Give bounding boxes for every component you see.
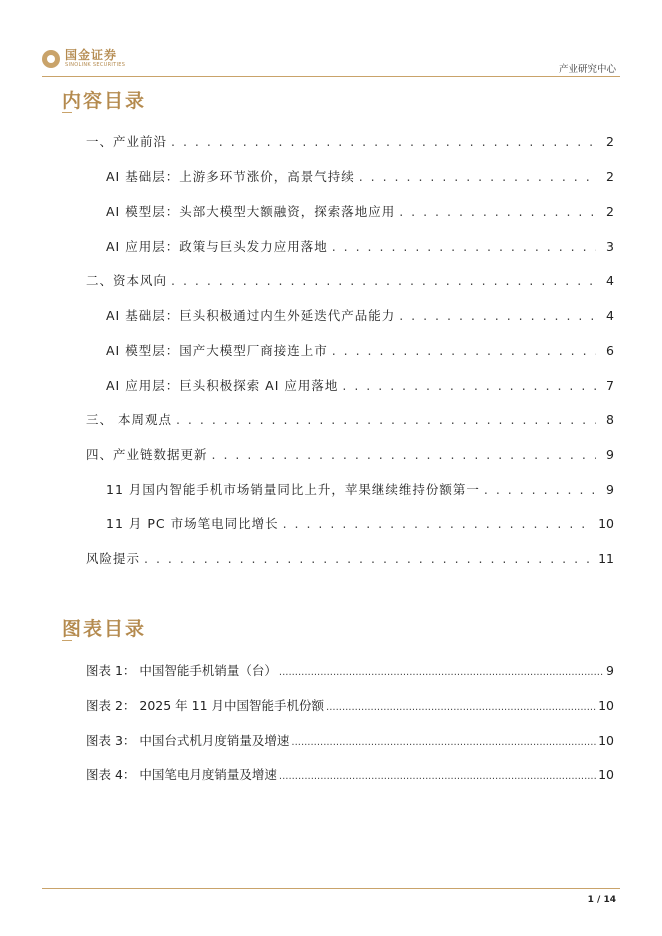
toc-item-page: 2 bbox=[606, 169, 614, 184]
toc-dot-leader bbox=[359, 169, 596, 184]
figure-list-item-4[interactable] bbox=[86, 765, 614, 783]
toc-dot-leader bbox=[176, 412, 596, 427]
toc-item-page: 2 bbox=[606, 134, 614, 149]
department-label: 产业研究中心 bbox=[558, 64, 616, 75]
toc-item-7[interactable] bbox=[106, 341, 614, 359]
figure-list-item-2[interactable] bbox=[86, 696, 614, 714]
toc-item-label: 二、资本风向 bbox=[86, 273, 168, 288]
toc-dot-leader bbox=[332, 239, 596, 254]
toc-item-2[interactable] bbox=[106, 167, 614, 185]
figures-title: 图表目录 bbox=[62, 618, 147, 640]
toc-dot-leader bbox=[332, 343, 596, 358]
header-divider bbox=[42, 76, 620, 77]
toc-dot-leader bbox=[484, 482, 596, 497]
toc-item-page: 7 bbox=[606, 378, 614, 393]
toc-item-label: 风险提示 bbox=[86, 551, 141, 566]
toc-item-page: 4 bbox=[606, 308, 614, 323]
toc-item-label: 一、产业前沿 bbox=[86, 134, 168, 149]
toc-item-label: 四、产业链数据更新 bbox=[86, 447, 208, 462]
figure-list-item-3[interactable] bbox=[86, 731, 614, 749]
toc-item-13[interactable] bbox=[86, 549, 614, 567]
figure-item-page: 10 bbox=[598, 767, 614, 782]
toc-item-label: 三、 本周观点 bbox=[86, 412, 172, 427]
figure-item-label: 图表 2： 2025 年 11 月中国智能手机份额 bbox=[86, 698, 325, 713]
toc-dot-leader bbox=[144, 551, 594, 566]
toc-dot-leader bbox=[399, 308, 596, 323]
toc-item-10[interactable] bbox=[86, 445, 614, 463]
toc-item-1[interactable] bbox=[86, 132, 614, 150]
toc-item-3[interactable] bbox=[106, 202, 614, 220]
toc-item-page: 8 bbox=[606, 412, 614, 427]
toc-item-page: 4 bbox=[606, 273, 614, 288]
toc-item-label: AI 基础层：巨头积极通过内生外延迭代产品能力 bbox=[106, 308, 396, 323]
toc-dot-leader bbox=[171, 134, 596, 149]
toc-dot-leader bbox=[283, 516, 595, 531]
toc-item-label: AI 应用层：巨头积极探索 AI 应用落地 bbox=[106, 378, 339, 393]
toc-item-8[interactable] bbox=[106, 376, 614, 394]
toc-item-page: 9 bbox=[606, 482, 614, 497]
toc-item-label: 11 月 PC 市场笔电同比增长 bbox=[106, 516, 279, 531]
toc-dot-leader bbox=[342, 378, 596, 393]
figure-dot-leader bbox=[279, 771, 596, 782]
toc-item-label: 11 月国内智能手机市场销量同比上升，苹果继续维持份额第一 bbox=[106, 482, 480, 497]
toc-item-12[interactable] bbox=[106, 514, 614, 532]
contents-title: 内容目录 bbox=[62, 90, 147, 112]
contents-title-rule bbox=[62, 112, 72, 113]
toc-dot-leader bbox=[399, 204, 596, 219]
figure-item-label: 图表 4： 中国笔电月度销量及增速 bbox=[86, 767, 277, 782]
figure-item-label: 图表 1： 中国智能手机销量（台） bbox=[86, 663, 277, 678]
toc-item-5[interactable] bbox=[86, 271, 614, 289]
toc-item-4[interactable] bbox=[106, 237, 614, 255]
figure-dot-leader bbox=[326, 702, 596, 713]
toc-item-page: 6 bbox=[606, 343, 614, 358]
toc-item-9[interactable] bbox=[86, 410, 614, 428]
toc-item-page: 3 bbox=[606, 239, 614, 254]
toc-item-page: 9 bbox=[606, 447, 614, 462]
figure-dot-leader bbox=[279, 667, 604, 678]
toc-item-label: AI 模型层：头部大模型大额融资，探索落地应用 bbox=[106, 204, 396, 219]
logo-chinese-name: 国金证券 bbox=[65, 48, 118, 62]
toc-item-page: 2 bbox=[606, 204, 614, 219]
figure-item-page: 9 bbox=[606, 663, 614, 678]
company-logo bbox=[42, 49, 125, 68]
figure-item-page: 10 bbox=[598, 698, 614, 713]
toc-item-6[interactable] bbox=[106, 306, 614, 324]
toc-item-label: AI 模型层：国产大模型厂商接连上市 bbox=[106, 343, 328, 358]
toc-dot-leader bbox=[171, 273, 596, 288]
figure-list-item-1[interactable] bbox=[86, 661, 614, 679]
page-header bbox=[0, 0, 662, 80]
toc-item-11[interactable] bbox=[106, 480, 614, 498]
figure-item-page: 10 bbox=[598, 733, 614, 748]
footer-divider bbox=[42, 888, 620, 889]
logo-icon bbox=[42, 50, 60, 68]
figure-dot-leader bbox=[291, 737, 596, 748]
figures-title-rule bbox=[62, 640, 72, 641]
toc-item-label: AI 基础层：上游多环节涨价，高景气持续 bbox=[106, 169, 355, 184]
page-number: 1 / 14 bbox=[587, 895, 616, 905]
toc-dot-leader bbox=[212, 447, 596, 462]
logo-english-name: SINOLINK SECURITIES bbox=[65, 62, 126, 68]
figure-item-label: 图表 3： 中国台式机月度销量及增速 bbox=[86, 733, 290, 748]
toc-item-label: AI 应用层：政策与巨头发力应用落地 bbox=[106, 239, 328, 254]
toc-item-page: 10 bbox=[598, 516, 614, 531]
toc-item-page: 11 bbox=[598, 551, 614, 566]
